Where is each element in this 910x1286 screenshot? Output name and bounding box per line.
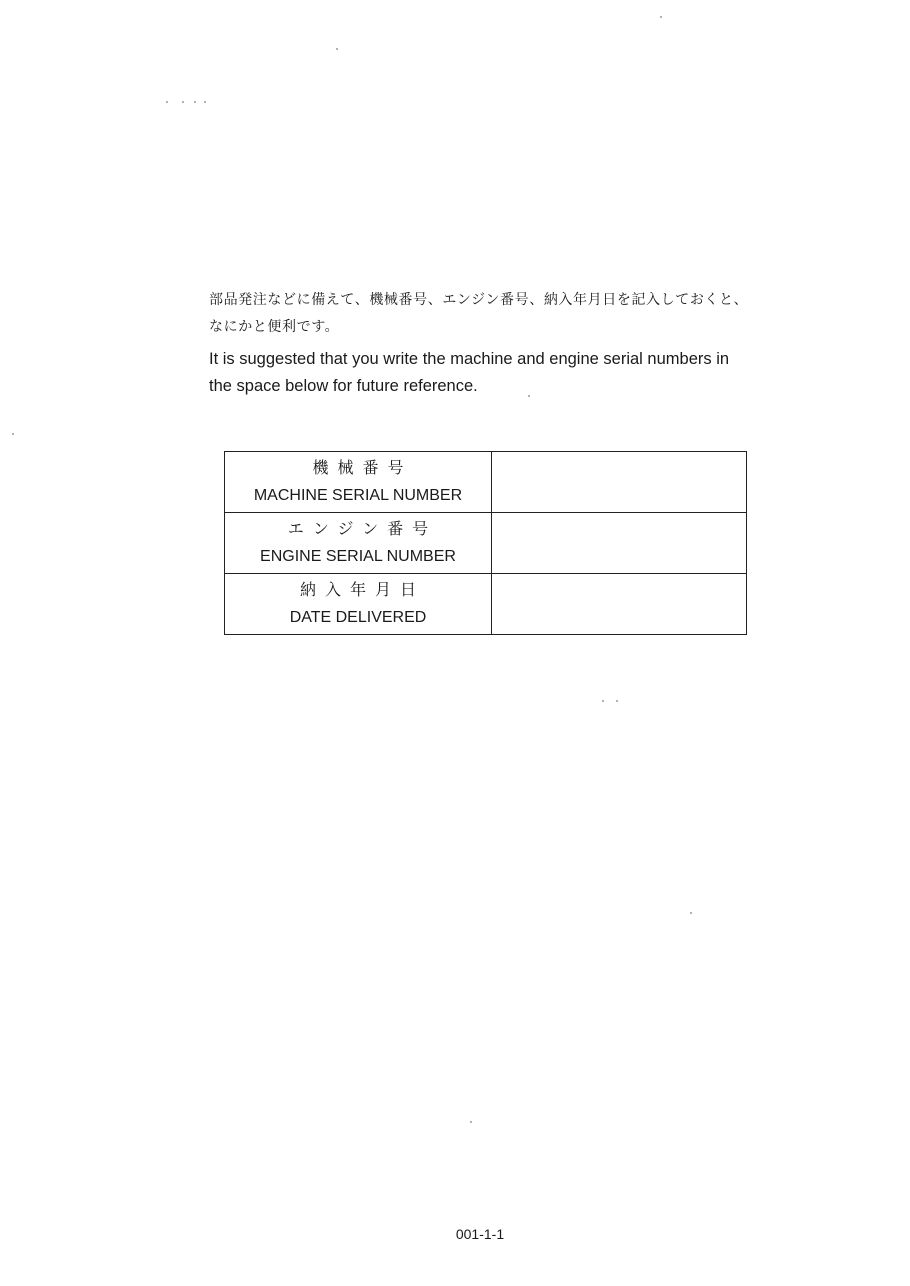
serial-number-table <box>224 451 747 635</box>
scan-speck <box>602 700 604 702</box>
machine-serial-entry-field[interactable] <box>492 452 747 513</box>
page-number: 001-1-1 <box>455 1226 505 1242</box>
machine-serial-label-cell <box>225 452 492 513</box>
scan-speck <box>166 101 168 103</box>
engine-serial-label-jp: エンジン番号 <box>287 519 438 538</box>
table-row-machine-serial <box>225 452 747 513</box>
scan-speck <box>470 1121 472 1123</box>
table-row-date-delivered <box>225 574 747 635</box>
machine-serial-label-jp: 機械番号 <box>312 458 413 477</box>
scan-speck <box>182 101 184 103</box>
engine-serial-label-cell <box>225 513 492 574</box>
machine-serial-label-en: MACHINE SERIAL NUMBER <box>253 487 463 504</box>
scan-speck <box>660 16 662 18</box>
table-row-engine-serial <box>225 513 747 574</box>
scan-speck <box>690 912 692 914</box>
intro-english-line-1: It is suggested that you write the machine and engine serial numbers in <box>209 350 730 368</box>
date-delivered-entry-field[interactable] <box>492 574 747 635</box>
engine-serial-label-en: ENGINE SERIAL NUMBER <box>260 548 456 565</box>
intro-japanese-line-2: なにかと便利です。 <box>209 319 340 335</box>
intro-english-line-2: the space below for future reference. <box>209 377 478 395</box>
engine-serial-entry-field[interactable] <box>492 513 747 574</box>
date-delivered-label-en: DATE DELIVERED <box>289 609 427 626</box>
scan-speck <box>204 101 206 103</box>
intro-japanese-line-1: 部品発注などに備えて、機械番号、エンジン番号、納入年月日を記入しておくと、 <box>209 292 749 308</box>
scan-speck <box>336 48 338 50</box>
scan-speck <box>12 433 14 435</box>
date-delivered-label-jp: 納入年月日 <box>299 580 425 599</box>
scan-speck <box>616 700 618 702</box>
date-delivered-label-cell <box>225 574 492 635</box>
scan-speck <box>528 395 530 397</box>
scan-speck <box>194 101 196 103</box>
